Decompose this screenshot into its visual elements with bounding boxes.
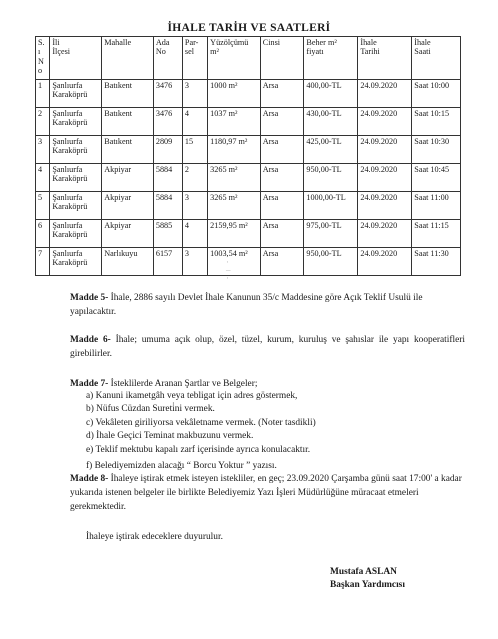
cell-cinsi: Arsa [260,248,304,276]
cell-tarih: 24.09.2020 [358,80,412,108]
cell-mahalle: Akpiyar [102,164,154,192]
cell-ilce: Şanlıurfa Karaköprü [50,136,102,164]
list-item: d) İhale Geçici Teminat makbuzunu vermek. [86,431,254,442]
cell-saat: Saat 11:15 [412,220,461,248]
header-yuzolcumu: Yüzölçümü m² [208,37,261,80]
madde-6-label: Madde 6- [70,335,111,345]
madde-6-text: İhale; umuma açık olup, özel, tüzel, kurum, kuruluş ve şahıslar ile yapı kooperatifleri girebilirler. [70,335,465,359]
cell-ilce: Şanlıurfa Karaköprü [50,80,102,108]
table-header-row [36,37,461,80]
madde-7-label: Madde 7- [70,379,109,389]
cell-ada: 6157 [153,248,182,276]
cell-yuzolcumu: 1003,54 m² [208,248,261,276]
cell-cinsi: Arsa [260,136,304,164]
cell-cinsi: Arsa [260,192,304,220]
cell-sno: 3 [36,136,50,164]
cell-ilce: Şanlıurfa Karaköprü [50,164,102,192]
list-item: f) Belediyemizden alacağı “ Borcu Yoktur ” yazısı. [86,461,277,472]
header-fiyat: Beher m² fiyatı [304,37,358,80]
cell-mahalle: Akpiyar [102,220,154,248]
document-title: İHALE TARİH VE SAATLERİ [167,22,331,34]
madde-7-text: İsteklilerde Aranan Şartlar ve Belgeler; [108,379,258,389]
header-saat: İhale Saati [412,37,461,80]
header-mahalle: Mahalle [102,37,154,80]
table-body [36,80,461,276]
cell-ada: 3476 [153,108,182,136]
cell-tarih: 24.09.2020 [358,136,412,164]
cell-cinsi: Arsa [260,164,304,192]
madde-5-text: İhale, 2886 sayılı Devlet İhale Kanunun 35/c Maddesine göre Açık Teklif Usulü ile yapılacaktır. [70,293,423,317]
cell-parsel: 4 [182,220,207,248]
madde-6 [70,333,465,361]
madde-7-list [86,390,316,473]
cell-ilce: Şanlıurfa Karaköprü [50,248,102,276]
cell-sno: 5 [36,192,50,220]
cell-fiyat: 400,00-TL [304,80,358,108]
table-row [36,220,461,248]
list-item: a) Kanuni ikametgâh veya tebligat için adres göstermek, [86,391,298,401]
signature-block [330,566,405,592]
madde-8-label: Madde 8- [70,474,109,484]
cell-fiyat: 430,00-TL [304,108,358,136]
cell-yuzolcumu: 2159,95 m² [208,220,261,248]
cell-ilce: Şanlıurfa Karaköprü [50,192,102,220]
cell-mahalle: Batıkent [102,108,154,136]
cell-parsel: 15 [182,136,207,164]
cell-ilce: Şanlıurfa Karaköprü [50,108,102,136]
cell-sno: 7 [36,248,50,276]
cell-saat: Saat 10:00 [412,80,461,108]
cell-cinsi: Arsa [260,108,304,136]
cell-fiyat: 950,00-TL [304,164,358,192]
header-ilce: İli İlçesi [50,37,102,80]
cell-fiyat: 1000,00-TL [304,192,358,220]
cell-yuzolcumu: 1037 m² [208,108,261,136]
cell-mahalle: Batıkent [102,80,154,108]
table-row [36,108,461,136]
list-item: c) Vekâleten giriliyorsa vekâletname vermek. (Noter tasdikli) [86,417,316,428]
cell-ada: 5884 [153,192,182,220]
table-row [36,80,461,108]
table-row [36,192,461,220]
cell-mahalle: Batıkent [102,136,154,164]
cell-saat: Saat 10:30 [412,136,461,164]
cell-tarih: 24.09.2020 [358,220,412,248]
table-row [36,136,461,164]
header-cinsi: Cinsi [260,37,304,80]
cell-mahalle: Narlıkuyu [102,248,154,276]
cell-saat: Saat 11:00 [412,192,461,220]
cell-cinsi: Arsa [260,220,304,248]
cell-ada: 2809 [153,136,182,164]
list-item: e) Teklif mektubu kapalı zarf içerisinde ayrıca konulacaktır. [86,444,311,455]
cell-ilce: Şanlıurfa Karaköprü [50,220,102,248]
signature-title: Başkan Yardımcısı [330,580,405,590]
header-tarih: İhale Tarihi [358,37,412,80]
cell-yuzolcumu: 1180,97 m² [208,136,261,164]
madde-5-label: Madde 5- [70,293,109,303]
cell-ada: 5885 [153,220,182,248]
cell-fiyat: 975,00-TL [304,220,358,248]
header-ada: Ada No [153,37,182,80]
madde-7 [70,377,465,391]
cell-tarih: 24.09.2020 [358,164,412,192]
cell-tarih: 24.09.2020 [358,192,412,220]
cell-parsel: 2 [182,164,207,192]
cell-sno: 2 [36,108,50,136]
faint-stamp-mark: · – · [226,257,231,283]
cell-saat: Saat 10:45 [412,164,461,192]
table-row [36,164,461,192]
cell-tarih: 24.09.2020 [358,108,412,136]
list-item: b) Nüfus Cüzdan Sureti̇ni vermek. [86,404,215,415]
auction-table [35,36,461,276]
table-row [36,248,461,276]
cell-parsel: 3 [182,80,207,108]
cell-parsel: 3 [182,192,207,220]
cell-sno: 4 [36,164,50,192]
signature-name: Mustafa ASLAN [330,567,397,577]
cell-fiyat: 425,00-TL [304,136,358,164]
cell-yuzolcumu: 1000 m² [208,80,261,108]
madde-8-text: İhaleye iştirak etmek isteyen istekliler, en geç; 23.09.2020 Çarşamba günü saat 17:00' a kadar yukarıda istenen belgeler ile birlikte Belediyemiz Yazı İşleri Müdürlüğüne müracaat etmeleri gerekmektedir. [70,474,462,512]
cell-mahalle: Akpiyar [102,192,154,220]
cell-saat: Saat 11:30 [412,248,461,276]
cell-yuzolcumu: 3265 m² [208,164,261,192]
header-sno: S. ı N o [36,37,50,80]
cell-sno: 6 [36,220,50,248]
cell-fiyat: 950,00-TL [304,248,358,276]
madde-8 [70,472,465,514]
madde-5 [70,291,465,319]
cell-yuzolcumu: 3265 m² [208,192,261,220]
cell-ada: 3476 [153,80,182,108]
cell-saat: Saat 10:15 [412,108,461,136]
cell-parsel: 4 [182,108,207,136]
cell-ada: 5884 [153,164,182,192]
cell-sno: 1 [36,80,50,108]
cell-tarih: 24.09.2020 [358,248,412,276]
cell-parsel: 3 [182,248,207,276]
header-parsel: Par- sel [182,37,207,80]
closing-text: İhaleye iştirak edeceklere duyurulur. [86,532,223,542]
cell-cinsi: Arsa [260,80,304,108]
